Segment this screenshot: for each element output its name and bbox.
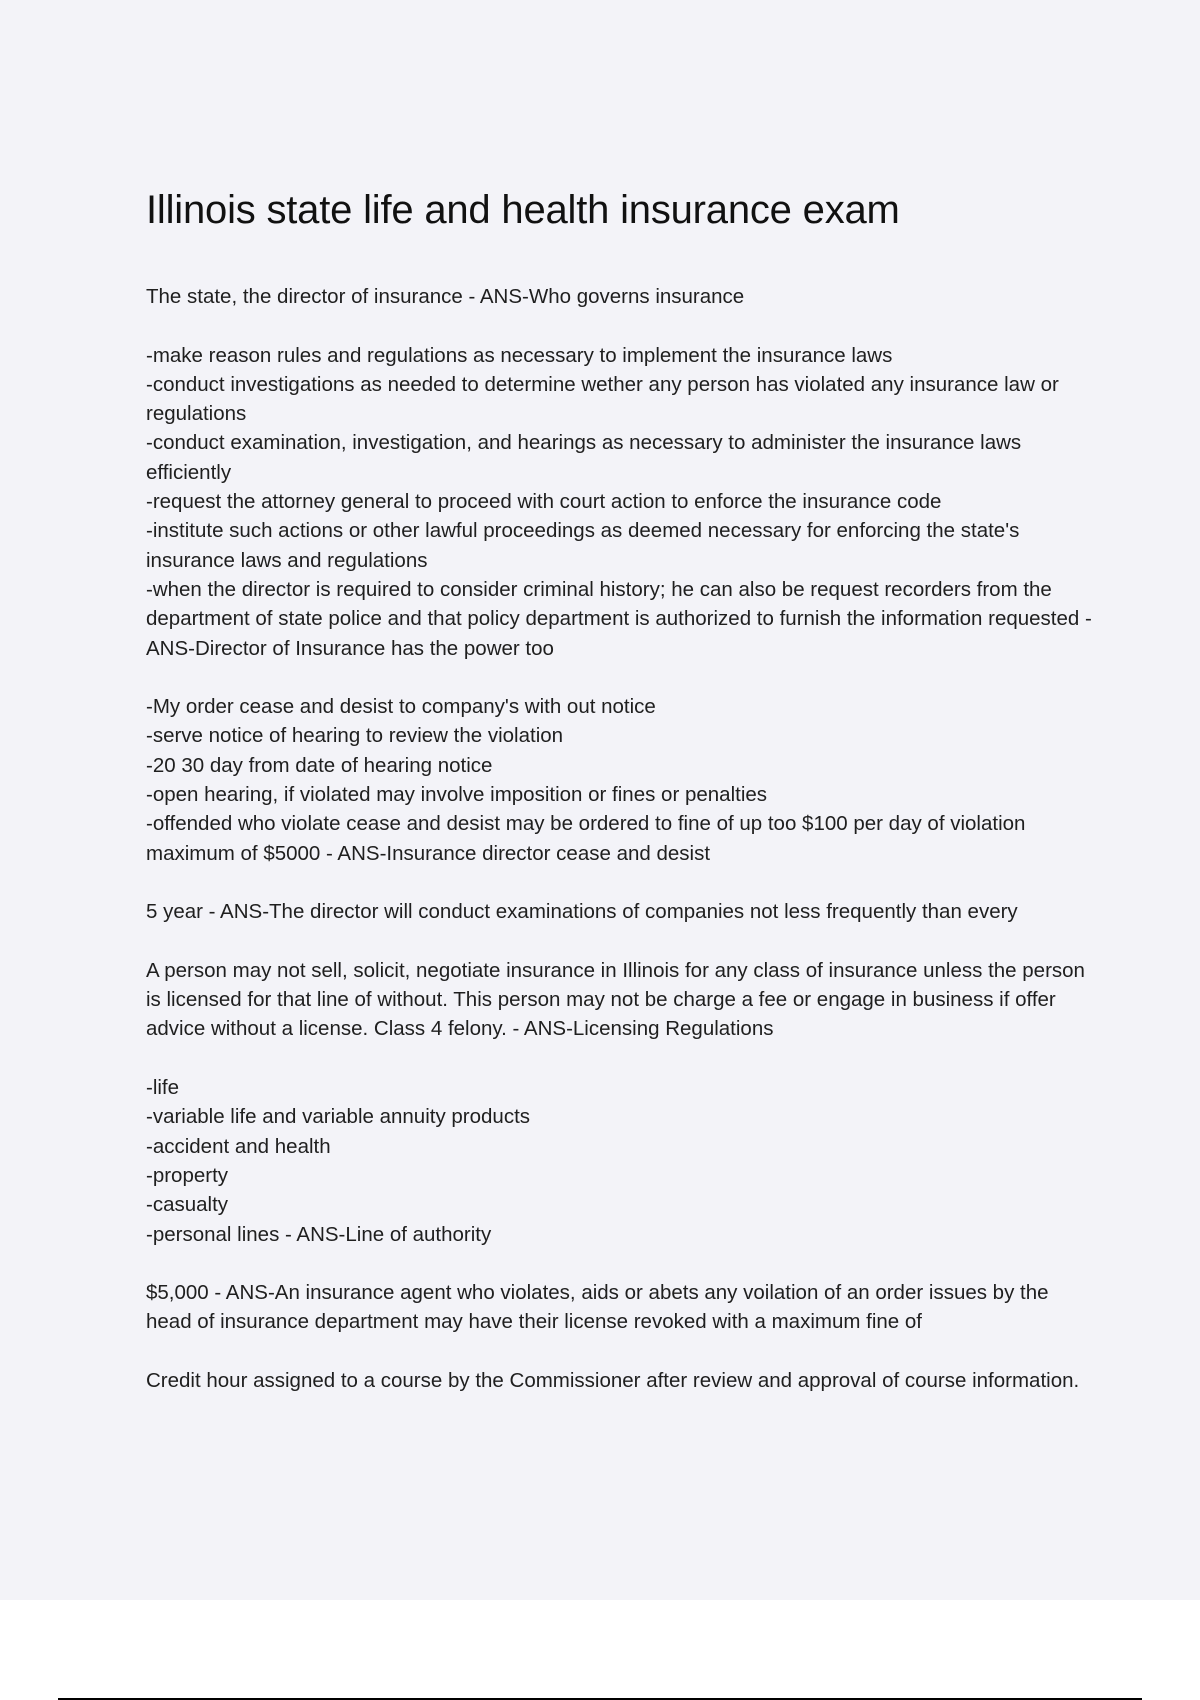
text-line: Credit hour assigned to a course by the Commissioner after review and approval of course information. bbox=[146, 1368, 1080, 1392]
text-line: -20 30 day from date of hearing notice bbox=[146, 753, 493, 777]
text-line: -conduct examination, investigation, and hearings as necessary to administer the insurance laws efficiently bbox=[146, 431, 1022, 484]
text-line: -variable life and variable annuity products bbox=[146, 1105, 531, 1129]
text-line: -conduct investigations as needed to determine wether any person has violated any insurance law or regulations bbox=[146, 372, 1059, 426]
text-line: -My order cease and desist to company's with out notice bbox=[146, 695, 656, 719]
text-line: -life bbox=[146, 1076, 180, 1100]
qa-block-maximum-fine bbox=[146, 1278, 1096, 1337]
text-line: -property bbox=[146, 1163, 229, 1187]
text-line: A person may not sell, solicit, negotiate insurance in Illinois for any class of insurance unless the person is licensed for that line of without. This person may not be charge a fee or engage in business if offer advice without a license. Class 4 felony. - ANS-Licensing Regulations bbox=[146, 958, 1085, 1041]
text-line: -personal lines - ANS-Line of authority bbox=[146, 1222, 492, 1246]
qa-block-line-of-authority bbox=[146, 1073, 1096, 1249]
document-content bbox=[146, 182, 1096, 1425]
text-line: -open hearing, if violated may involve imposition or fines or penalties bbox=[146, 783, 768, 807]
text-line: -when the director is required to consider criminal history; he can also be request recorders from the department of state police and that policy department is authorized to furnish the information requested - ANS-Director of Insurance has the power too bbox=[146, 577, 1092, 660]
qa-block-credit-hour bbox=[146, 1366, 1096, 1395]
text-line: -make reason rules and regulations as necessary to implement the insurance laws bbox=[146, 343, 893, 367]
text-line: -institute such actions or other lawful proceedings as deemed necessary for enforcing the state's insurance laws and regulations bbox=[146, 519, 1020, 572]
text-line: -casualty bbox=[146, 1193, 229, 1217]
qa-block-licensing-regulations bbox=[146, 956, 1096, 1044]
text-line: -offended who violate cease and desist may be ordered to fine of up too $100 per day of violation maximum of $5000 - ANS-Insurance director cease and desist bbox=[146, 812, 1026, 865]
text-line: $5,000 - ANS-An insurance agent who violates, aids or abets any voilation of an order issues by the head of insurance department may have their license revoked with a maximum fine of bbox=[146, 1281, 1049, 1334]
qa-block-who-governs bbox=[146, 282, 1096, 311]
document-title: Illinois state life and health insurance exam bbox=[146, 188, 900, 232]
text-line: 5 year - ANS-The director will conduct examinations of companies not less frequently than every bbox=[146, 900, 1018, 924]
text-line: -serve notice of hearing to review the violation bbox=[146, 724, 564, 748]
qa-block-director-powers bbox=[146, 341, 1096, 663]
qa-block-cease-and-desist bbox=[146, 692, 1096, 868]
text-line: -accident and health bbox=[146, 1134, 331, 1158]
qa-block-examination-frequency bbox=[146, 897, 1096, 926]
text-line: -request the attorney general to proceed with court action to enforce the insurance code bbox=[146, 490, 942, 514]
text-line: The state, the director of insurance - ANS-Who governs insurance bbox=[146, 285, 745, 308]
